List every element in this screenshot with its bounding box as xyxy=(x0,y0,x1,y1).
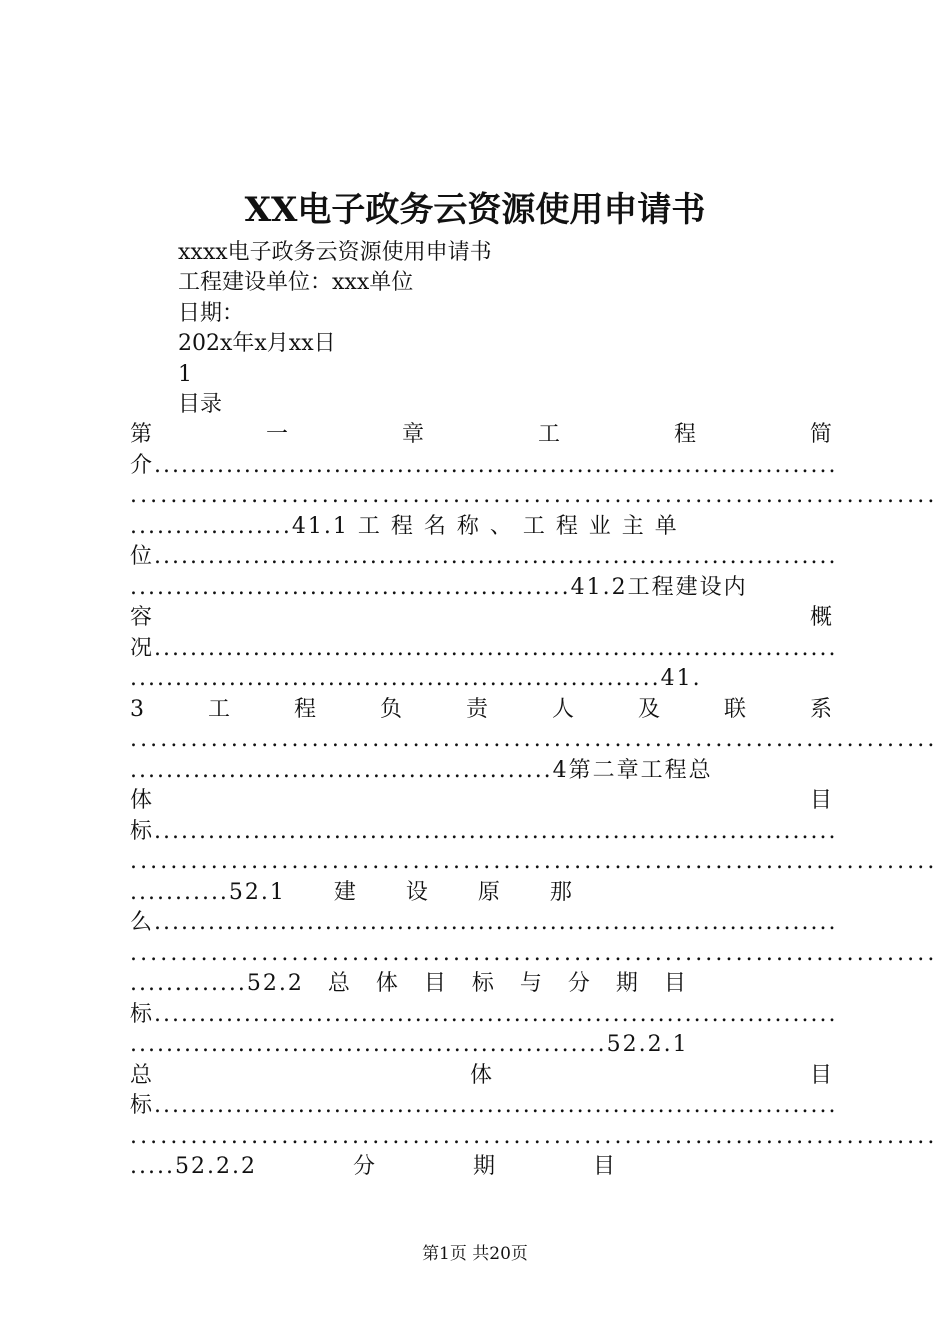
toc-line: .............52.2 总 体 目 标 与 分 期 目 xyxy=(130,971,688,996)
toc-line: ................................................................................ xyxy=(130,1123,938,1149)
toc-line: 总 体 目 xyxy=(130,1062,832,1088)
date-label: 日期： xyxy=(178,301,245,326)
toc-line: 容 概 xyxy=(130,605,832,630)
toc-line: ...............................................4第二章工程总 xyxy=(130,757,713,783)
toc-line: ................................................................................ xyxy=(130,849,938,874)
toc-line: 标............................................................................ xyxy=(130,1001,838,1027)
toc-line: .....................................................52.2.1 xyxy=(130,1032,689,1057)
toc-line: 么............................................................................ xyxy=(130,910,838,935)
toc-line: ................................................................................ xyxy=(130,483,938,508)
construction-unit-line: 工程建设单位：xxx单位 xyxy=(178,270,414,295)
page-footer: 第1页 共20页 xyxy=(422,1244,528,1264)
toc-line: 标............................................................................ xyxy=(130,1093,838,1118)
toc-line: 体 目 xyxy=(130,788,832,813)
document-title: XX电子政务云资源使用申请书 xyxy=(244,190,706,230)
subtitle-line: xxxx电子政务云资源使用申请书 xyxy=(178,240,492,265)
toc-line: ................................................................................ xyxy=(130,727,938,752)
toc-line: ...........................................................41. xyxy=(130,666,702,691)
toc-line: 3 工 程 负 责 人 及 联 系 xyxy=(130,696,832,722)
page-number-line: 1 xyxy=(178,362,192,387)
toc-line: 第 一 章 工 程 简 xyxy=(130,422,832,447)
toc-line: .................................................41.2工程建设内 xyxy=(130,574,748,600)
table-of-contents xyxy=(130,420,938,1183)
toc-line: 标............................................................................ xyxy=(130,818,838,844)
toc-line: ...........52.1 建 设 原 那 xyxy=(130,879,574,905)
toc-heading: 目录 xyxy=(178,392,223,417)
toc-line: ................................................................................ xyxy=(130,940,938,966)
toc-line: 位............................................................................ xyxy=(130,544,838,569)
toc-line: ..................41.1 工 程 名 称 、 工 程 业 主 单 xyxy=(130,513,679,539)
toc-line: 介............................................................................ xyxy=(130,452,838,478)
toc-line: .....52.2.2 分 期 目 xyxy=(130,1154,617,1179)
toc-line: 况............................................................................ xyxy=(130,635,838,661)
date-value: 202x年x月xx日 xyxy=(178,331,336,356)
